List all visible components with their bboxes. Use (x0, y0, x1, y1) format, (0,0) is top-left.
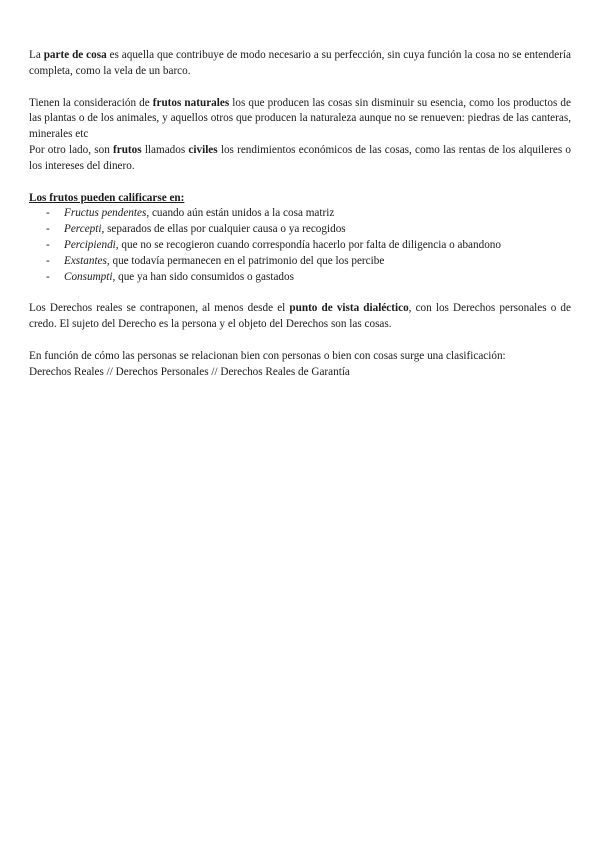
term-civiles: civiles (188, 143, 218, 156)
spacer (29, 80, 571, 96)
list-term: Percepti (64, 223, 102, 236)
paragraph-parte-de-cosa: La parte de cosa es aquella que contribuye de modo necesario a su perfección, sin cuya función la cosa no se entendería completa, como la vela de un barco. (29, 49, 571, 77)
list-term: Consumpti (64, 270, 113, 283)
list-term: Exstantes (64, 254, 107, 267)
frutos-list (29, 206, 571, 285)
list-dash: - (46, 223, 50, 236)
paragraph-frutos-civiles: Por otro lado, son frutos llamados civiles los rendimientos económicos de las cosas, como las rentas de los alquileres o los intereses del dinero. (29, 143, 571, 172)
spacer (29, 333, 571, 349)
spacer (29, 285, 571, 301)
term-frutos: frutos (113, 143, 142, 156)
list-dash: - (46, 270, 50, 283)
list-desc: , que todavía permanecen en el patrimonio del que los percibe (106, 254, 385, 267)
section-heading: Los frutos pueden calificarse en: (29, 191, 185, 204)
list-term: Fructus pendentes (64, 207, 147, 220)
list-item (29, 238, 571, 254)
list-term: Percipiendi (64, 238, 116, 251)
list-desc: , cuando aún están unidos a la cosa matriz (146, 207, 335, 220)
term-punto-de-vista-dialectico: punto de vista dialéctico (289, 302, 409, 315)
list-desc: , que no se recogieron cuando correspondía hacerlo por falta de diligencia o abandono (115, 238, 501, 251)
list-item (29, 254, 571, 270)
list-dash: - (46, 254, 50, 267)
list-item (29, 270, 571, 286)
paragraph-clasificacion-list: Derechos Reales // Derechos Personales // Derechos Reales de Garantía (29, 365, 350, 378)
paragraph-derechos-reales: Los Derechos reales se contraponen, al menos desde el punto de vista dialéctico, con los Derechos personales o de credo. El sujeto del Derecho es la persona y el objeto del Derechos son las cosas. (29, 302, 571, 331)
list-desc: , separados de ellas por cualquier causa o ya recogidos (101, 223, 346, 236)
list-desc: , que ya han sido consumidos o gastados (112, 270, 294, 283)
list-item (29, 222, 571, 238)
list-dash: - (46, 207, 50, 220)
paragraph-frutos-naturales: Tienen la consideración de frutos naturales los que producen las cosas sin disminuir su esencia, como los productos de las plantas o de los animales, y aquellos otros que producen la naturaleza aunque no se renueven: piedras de las canteras, minerales etc (29, 96, 571, 141)
term-frutos-naturales: frutos naturales (152, 96, 230, 109)
list-dash: - (46, 238, 50, 251)
paragraph-clasificacion: En función de cómo las personas se relacionan bien con personas o bien con cosas surge una clasificación: (29, 349, 506, 362)
list-item (29, 206, 571, 222)
term-parte-de-cosa: parte de cosa (43, 49, 107, 61)
spacer (29, 175, 571, 191)
